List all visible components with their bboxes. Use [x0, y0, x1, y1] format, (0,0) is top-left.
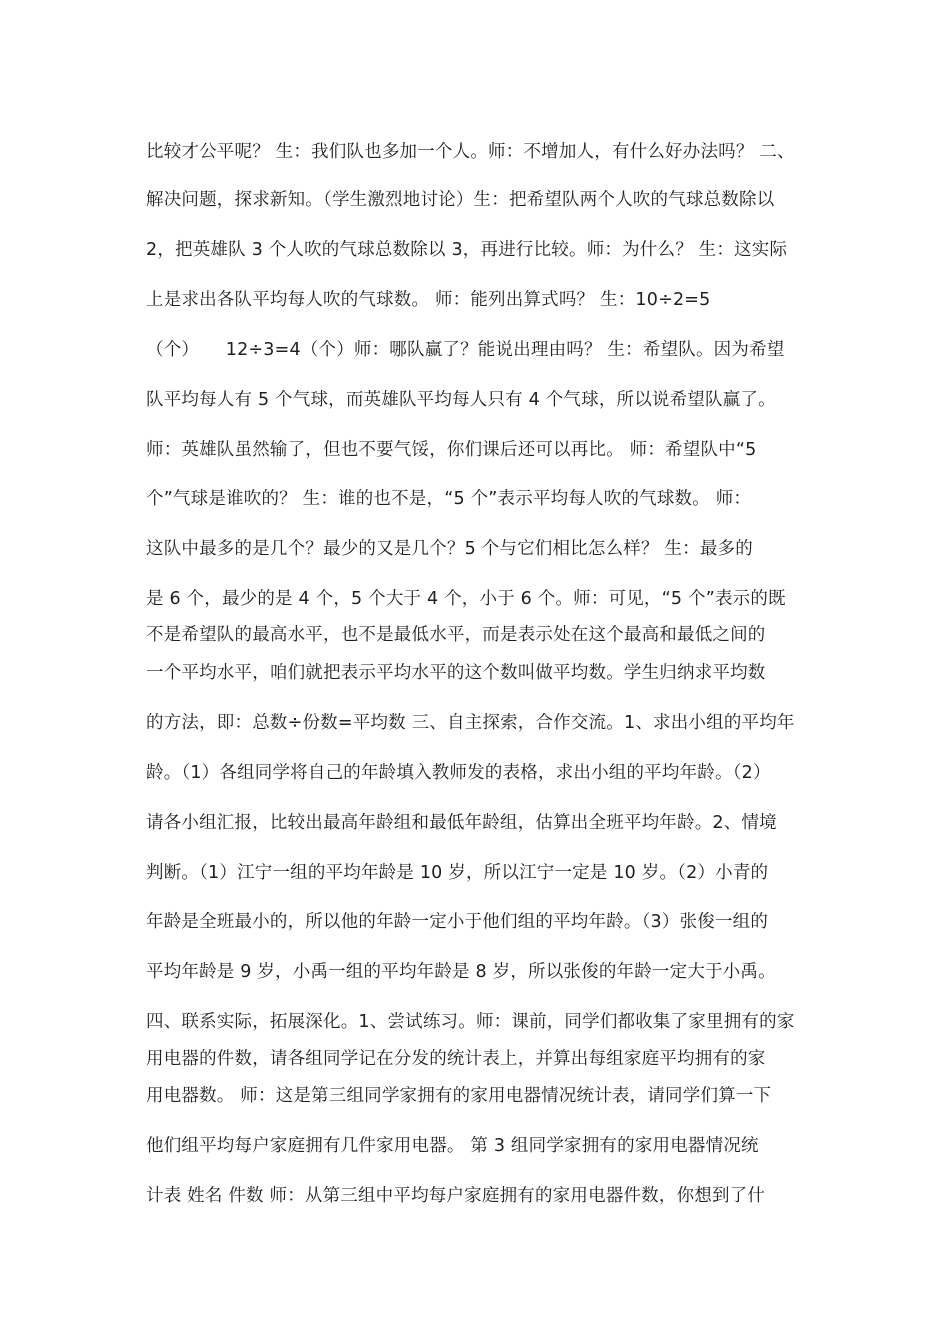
- text-line-15: 请各小组汇报，比较出最高年龄组和最低年龄组，估算出全班平均年龄。2、情境: [146, 813, 777, 833]
- text-line-12: 一个平均水平，咱们就把表示平均水平的这个数叫做平均数。学生归纳求平均数: [146, 663, 766, 683]
- text-line-4: 上是求出各队平均每人吹的气球数。 师：能列出算式吗？ 生：10÷2=5: [146, 290, 711, 310]
- text-line-1: 比较才公平呢？ 生：我们队也多加一个人。师：不增加人，有什么好办法吗？ 二、: [146, 142, 795, 162]
- text-line-13: 的方法，即：总数÷份数=平均数 三、自主探索，合作交流。1、求出小组的平均年: [146, 713, 795, 733]
- text-line-19: 四、联系实际，拓展深化。1、尝试练习。师：课前，同学们都收集了家里拥有的家: [146, 1012, 795, 1032]
- text-line-20: 用电器的件数，请各组同学记在分发的统计表上，并算出每组家庭平均拥有的家: [146, 1049, 766, 1069]
- text-line-23: 计表 姓名 件数 师：从第三组中平均每户家庭拥有的家用电器件数，你想到了什: [146, 1186, 766, 1206]
- text-line-11: 不是希望队的最高水平，也不是最低水平，而是表示处在这个最高和最低之间的: [146, 625, 766, 645]
- text-line-8: 个”气球是谁吹的？ 生：谁的也不是，“5 个”表示平均每人吹的气球数。 师：: [146, 489, 752, 509]
- text-line-21: 用电器数。 师：这是第三组同学家拥有的家用电器情况统计表，请同学们算一下: [146, 1086, 772, 1106]
- text-line-2: 解决问题，探求新知。（学生激烈地讨论）生：把希望队两个人吹的气球总数除以: [146, 190, 775, 210]
- text-line-17: 年龄是全班最小的，所以他的年龄一定小于他们组的平均年龄。（3）张俊一组的: [146, 912, 769, 932]
- text-line-5: （个） 12÷3=4（个）师：哪队赢了？能说出理由吗？ 生：希望队。因为希望: [146, 340, 785, 360]
- text-line-7: 师：英雄队虽然输了，但也不要气馁，你们课后还可以再比。 师：希望队中“5: [146, 440, 757, 460]
- text-line-22: 他们组平均每户家庭拥有几件家用电器。 第 3 组同学家拥有的家用电器情况统: [146, 1136, 759, 1156]
- text-line-18: 平均年龄是 9 岁，小禹一组的平均年龄是 8 岁，所以张俊的年龄一定大于小禹。: [146, 962, 776, 982]
- text-line-9: 这队中最多的是几个？最少的又是几个？5 个与它们相比怎么样？ 生：最多的: [146, 539, 753, 559]
- text-line-16: 判断。（1）江宁一组的平均年龄是 10 岁，所以江宁一定是 10 岁。（2）小青的: [146, 863, 769, 883]
- text-line-14: 龄。（1）各组同学将自己的年龄填入教师发的表格，求出小组的平均年龄。（2）: [146, 763, 771, 783]
- text-line-6: 队平均每人有 5 个气球，而英雄队平均每人只有 4 个气球，所以说希望队赢了。: [146, 390, 776, 410]
- text-line-10: 是 6 个，最少的是 4 个，5 个大于 4 个，小于 6 个。师：可见，“5 个”表示的既: [146, 589, 786, 609]
- text-line-3: 2，把英雄队 3 个人吹的气球总数除以 3，再进行比较。师：为什么？ 生：这实际: [146, 240, 788, 260]
